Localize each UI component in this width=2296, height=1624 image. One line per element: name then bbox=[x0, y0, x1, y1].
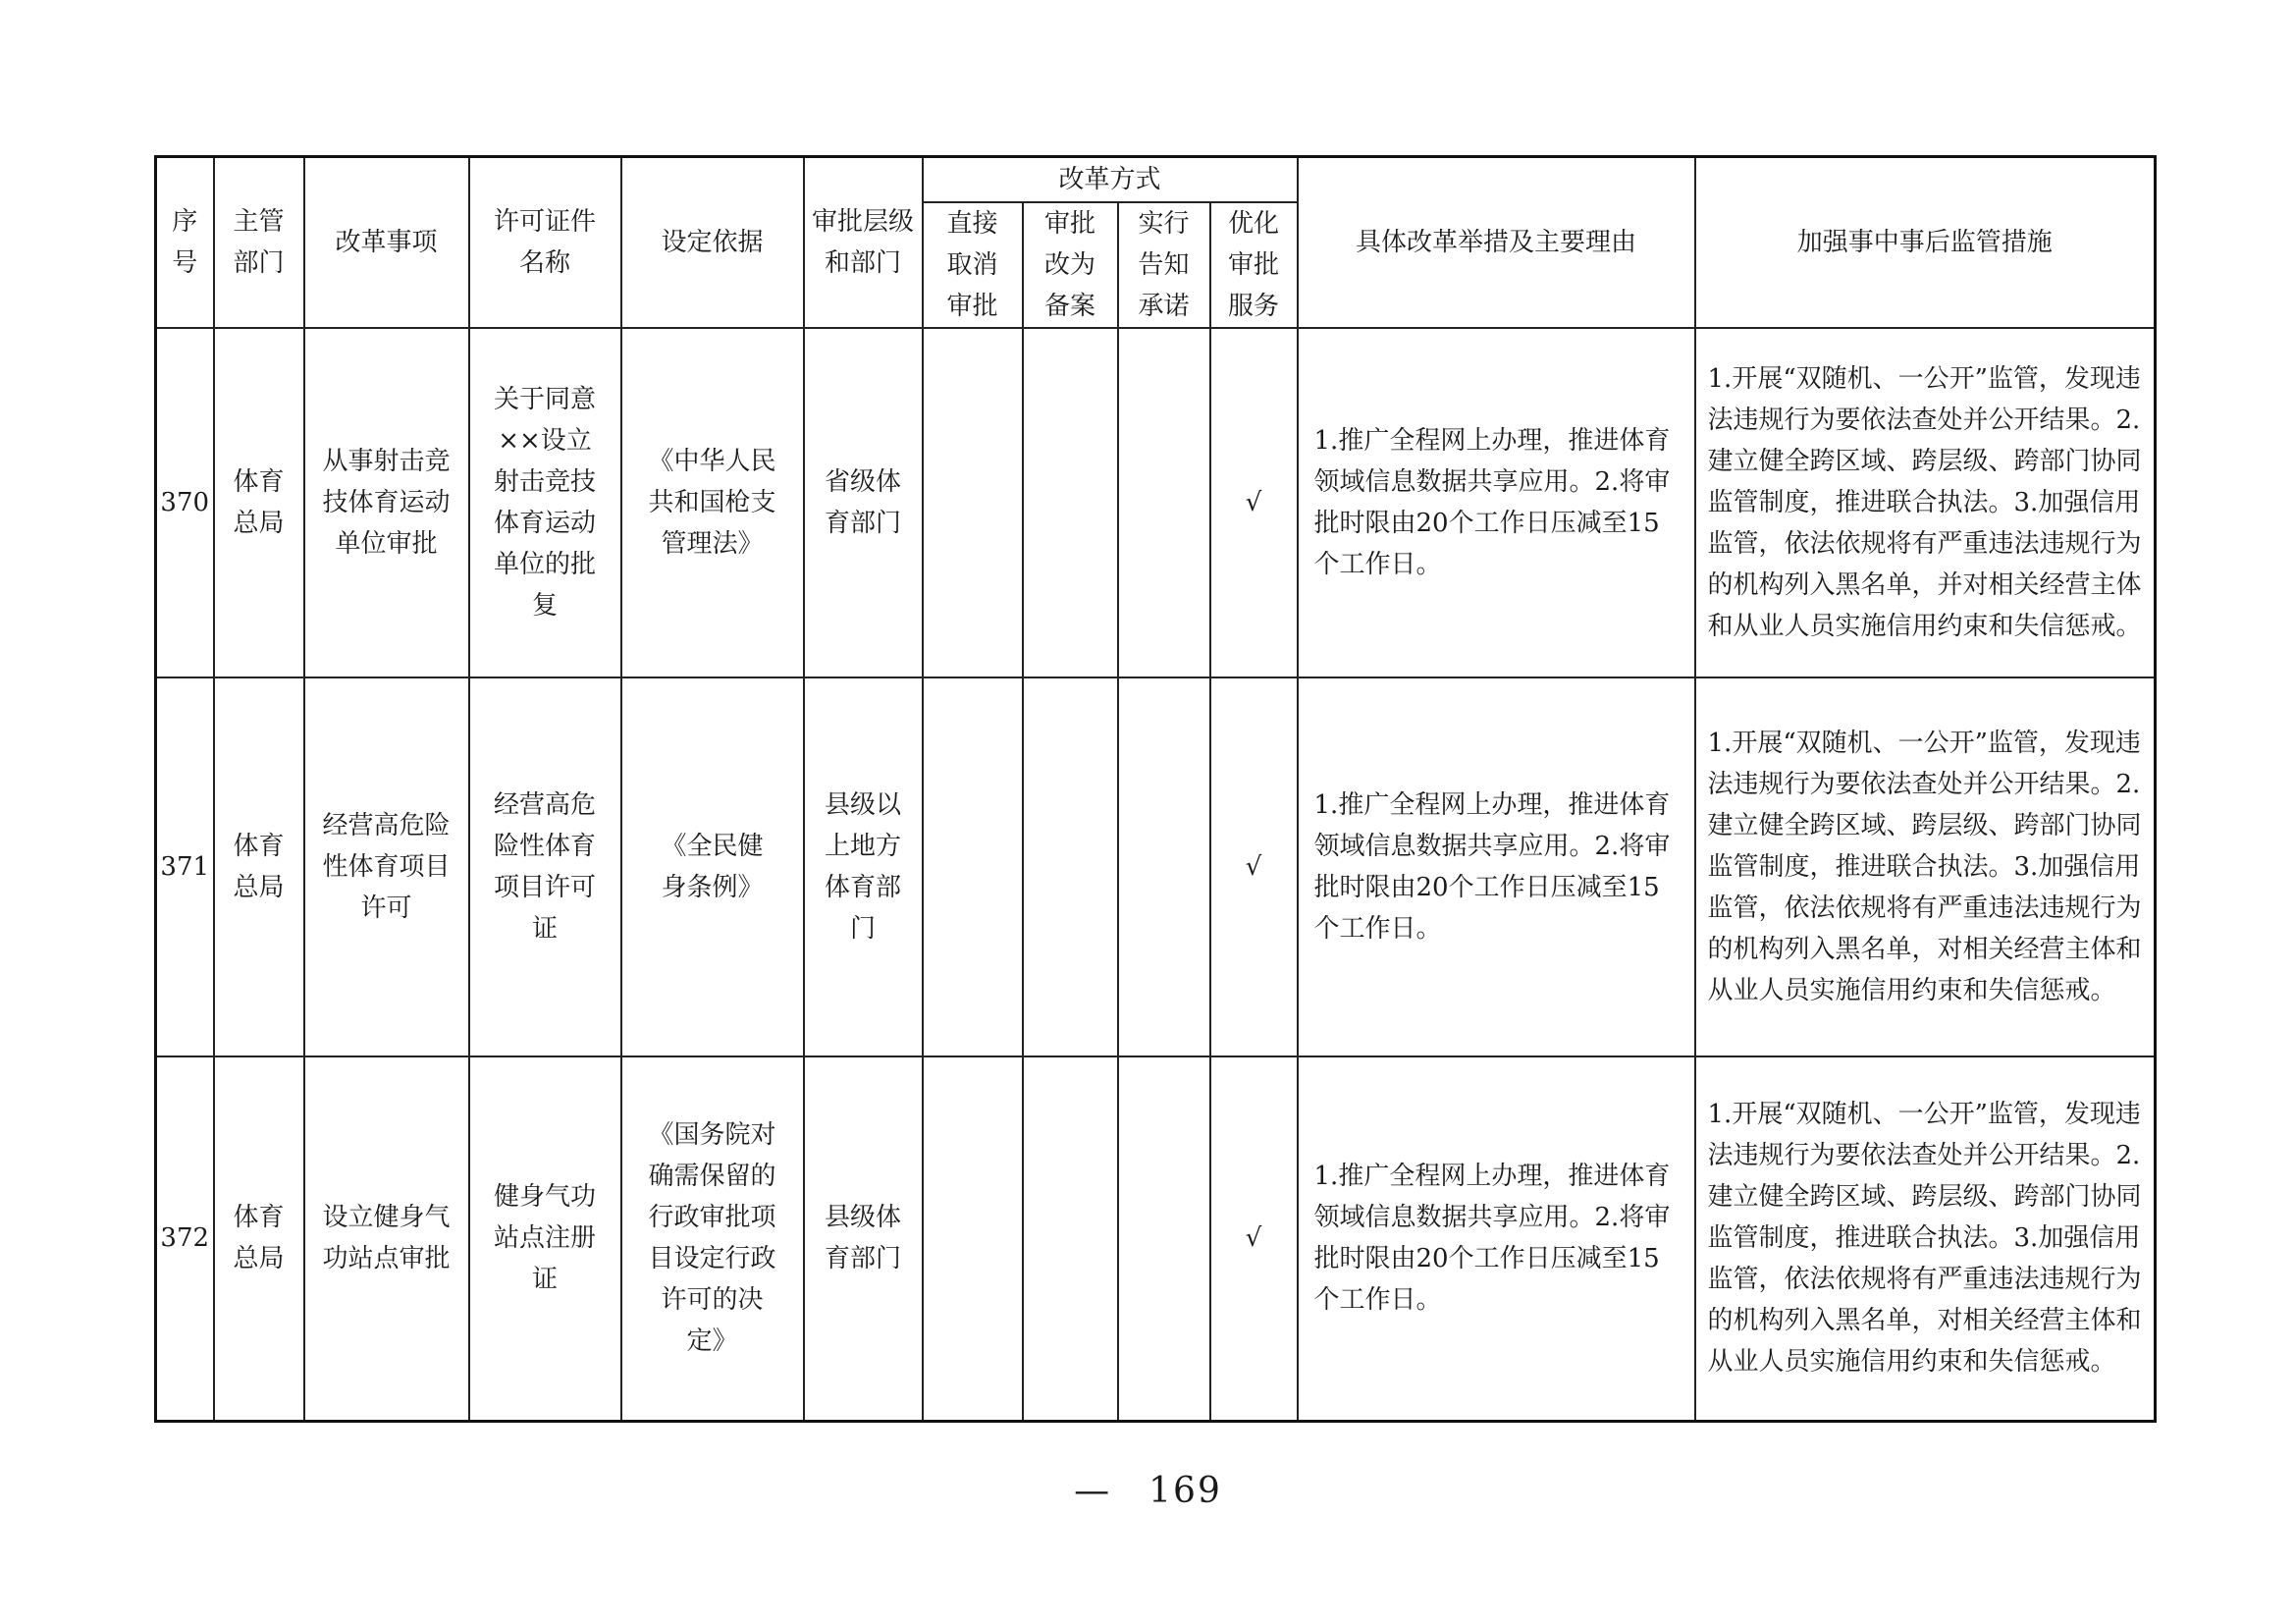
cell-measures: 1.推广全程网上办理，推进体育领域信息数据共享应用。2.将审批时限由20个工作日压减至15个工作日。 bbox=[1298, 1056, 1695, 1422]
cell-dept: 体育总局 bbox=[214, 1056, 304, 1422]
cell-supervision: 1.开展“双随机、一公开”监管，发现违法违规行为要依法查处并公开结果。2.建立健全跨区域、跨层级、跨部门协同监管制度，推进联合执法。3.加强信用监管，依法依规将有严重违法违规行为的机构列入黑名单，对相关经营主体和从业人员实施信用约束和失信惩戒。 bbox=[1695, 1056, 2156, 1422]
header-level: 审批层级和部门 bbox=[804, 157, 923, 328]
cell-dept: 体育总局 bbox=[214, 328, 304, 677]
cell-basis: 《全民健身条例》 bbox=[621, 677, 804, 1056]
reform-table bbox=[154, 155, 2157, 1423]
page-number bbox=[0, 1471, 2296, 1511]
cell-method-cancel bbox=[923, 677, 1023, 1056]
header-method-filing: 审批改为备案 bbox=[1023, 202, 1118, 328]
table-row bbox=[156, 677, 2156, 1056]
cell-item: 从事射击竞技体育运动单位审批 bbox=[304, 328, 469, 677]
header-seq: 序号 bbox=[156, 157, 214, 328]
cell-seq: 372 bbox=[156, 1056, 214, 1422]
cell-license: 关于同意××设立射击竞技体育运动单位的批复 bbox=[469, 328, 621, 677]
cell-method-commitment bbox=[1118, 1056, 1210, 1422]
header-method-cancel: 直接取消审批 bbox=[923, 202, 1023, 328]
table-row bbox=[156, 328, 2156, 677]
cell-measures: 1.推广全程网上办理，推进体育领域信息数据共享应用。2.将审批时限由20个工作日压减至15个工作日。 bbox=[1298, 328, 1695, 677]
header-method-optimize: 优化审批服务 bbox=[1210, 202, 1298, 328]
cell-item: 经营高危险性体育项目许可 bbox=[304, 677, 469, 1056]
cell-supervision: 1.开展“双随机、一公开”监管，发现违法违规行为要依法查处并公开结果。2.建立健全跨区域、跨层级、跨部门协同监管制度，推进联合执法。3.加强信用监管，依法依规将有严重违法违规行为的机构列入黑名单，对相关经营主体和从业人员实施信用约束和失信惩戒。 bbox=[1695, 677, 2156, 1056]
cell-dept: 体育总局 bbox=[214, 677, 304, 1056]
cell-method-filing bbox=[1023, 1056, 1118, 1422]
header-basis: 设定依据 bbox=[621, 157, 804, 328]
cell-supervision: 1.开展“双随机、一公开”监管，发现违法违规行为要依法查处并公开结果。2.建立健全跨区域、跨层级、跨部门协同监管制度，推进联合执法。3.加强信用监管，依法依规将有严重违法违规行为的机构列入黑名单，并对相关经营主体和从业人员实施信用约束和失信惩戒。 bbox=[1695, 328, 2156, 677]
cell-basis: 《国务院对确需保留的行政审批项目设定行政许可的决定》 bbox=[621, 1056, 804, 1422]
table-row bbox=[156, 1056, 2156, 1422]
cell-measures: 1.推广全程网上办理，推进体育领域信息数据共享应用。2.将审批时限由20个工作日压减至15个工作日。 bbox=[1298, 677, 1695, 1056]
cell-level: 省级体育部门 bbox=[804, 328, 923, 677]
cell-method-optimize: √ bbox=[1210, 1056, 1298, 1422]
cell-item: 设立健身气功站点审批 bbox=[304, 1056, 469, 1422]
header-dept: 主管部门 bbox=[214, 157, 304, 328]
page-dash: — bbox=[1074, 1471, 1112, 1511]
cell-seq: 371 bbox=[156, 677, 214, 1056]
cell-method-optimize: √ bbox=[1210, 677, 1298, 1056]
cell-level: 县级以上地方体育部门 bbox=[804, 677, 923, 1056]
cell-license: 经营高危险性体育项目许可证 bbox=[469, 677, 621, 1056]
cell-level: 县级体育部门 bbox=[804, 1056, 923, 1422]
header-method-commitment: 实行告知承诺 bbox=[1118, 202, 1210, 328]
cell-method-commitment bbox=[1118, 328, 1210, 677]
cell-license: 健身气功站点注册证 bbox=[469, 1056, 621, 1422]
cell-method-cancel bbox=[923, 328, 1023, 677]
header-item: 改革事项 bbox=[304, 157, 469, 328]
cell-seq: 370 bbox=[156, 328, 214, 677]
cell-method-optimize: √ bbox=[1210, 328, 1298, 677]
header-license: 许可证件名称 bbox=[469, 157, 621, 328]
page-number-value: 169 bbox=[1148, 1471, 1222, 1511]
cell-method-commitment bbox=[1118, 677, 1210, 1056]
cell-method-filing bbox=[1023, 677, 1118, 1056]
header-measures: 具体改革举措及主要理由 bbox=[1298, 157, 1695, 328]
cell-basis: 《中华人民共和国枪支管理法》 bbox=[621, 328, 804, 677]
cell-method-cancel bbox=[923, 1056, 1023, 1422]
header-method: 改革方式 bbox=[923, 157, 1298, 202]
header-supervision: 加强事中事后监管措施 bbox=[1695, 157, 2156, 328]
cell-method-filing bbox=[1023, 328, 1118, 677]
